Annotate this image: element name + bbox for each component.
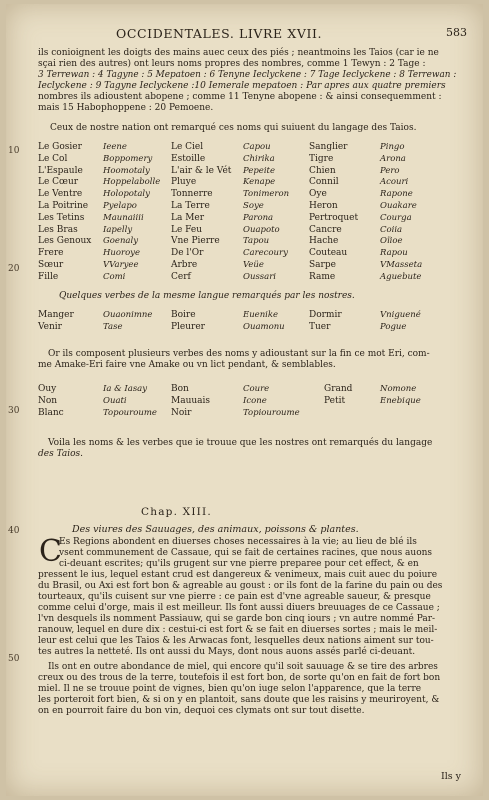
verbs-col2-french [171, 310, 205, 334]
vocab-word: La Poitrine [38, 200, 89, 211]
text-line: creux ou des trous de la terre, toutefois il est fort bon, de sorte qu'on en fait de fort bon [38, 673, 441, 683]
vocab-word: Topiouroume [243, 407, 300, 418]
vocab-word: Le Ciel [171, 142, 204, 152]
vocab-word: Heron [309, 200, 338, 211]
vocab-word: L'Espaule [38, 165, 83, 176]
vocab-word: Manger [38, 310, 74, 320]
vocab-col1-taio [103, 142, 160, 284]
vocab-word: Rapone [380, 189, 413, 200]
text-line: ils conioignent les doigts des mains auec ceux des piés ; neantmoins les Taios (car ie ne [38, 48, 439, 58]
book-page [6, 4, 483, 796]
vocab-word: Pyelapo [103, 200, 137, 211]
vocab-word: Pogue [380, 321, 407, 332]
vocab-word: Ouapoto [243, 224, 280, 235]
vocab-word: Hoppelabolle [103, 177, 161, 188]
vocab-word: Vniguené [380, 310, 421, 320]
vocab-word: Tonnerre [171, 189, 213, 200]
vocab-word: Coure [243, 384, 270, 394]
vocab-word: Kenape [243, 177, 276, 188]
verbs-col3-taio [380, 310, 421, 334]
margin-line-number: 30 [8, 406, 20, 416]
text-line: Voila les noms & les verbes que ie trouue que les nostres ont remarqués du langage [48, 438, 433, 448]
vocab-word: Maunaiiii [103, 212, 144, 223]
vocab-word: Ouy [38, 384, 57, 394]
text-line: on en pourroit faire du bon vin, dequoi ces clymats ont sur tout disette. [38, 706, 365, 716]
vocab-word: Boire [171, 310, 196, 320]
vocab-word: La Mer [171, 212, 205, 223]
text-line: du Brasil, ou Axi est fort bon & agreable au goust : or ils font de la farine du pain ou des [38, 581, 443, 591]
vocab-word: Coiia [380, 224, 403, 235]
vocab-word: Euenike [243, 310, 279, 320]
vocab-word: Cancre [309, 224, 342, 235]
vocab-word: Pero [380, 165, 400, 176]
vocab-word: Acouri [380, 177, 409, 188]
vocab-word: VMasseta [380, 259, 423, 270]
text-line: ci-deuant escrites; qu'ils grugent sur vne pierre preparee pour cet effect, & en [59, 559, 419, 569]
vocab-word: Couteau [309, 248, 348, 259]
names-intro: Ceux de nostre nation ont remarqué ces noms qui suiuent du langage des Taios. [50, 123, 417, 133]
vocab-word: Vne Pierre [171, 236, 220, 247]
text-line: miel. Il ne se trouue point de vignes, bien qu'on iuge selon l'apparence, que la terre [38, 684, 422, 694]
vocab-word: Soye [243, 200, 264, 211]
vocab-col3-taio [380, 142, 422, 284]
verbs-intro: Quelques verbes de la mesme langue remarqués par les nostres. [59, 291, 355, 301]
vocab-word: Iapelly [103, 224, 133, 235]
vocab-word: Ieene [103, 142, 127, 152]
verbs-col1-french [38, 310, 74, 334]
vocab-word: Connil [309, 177, 339, 188]
vocab-word: Parona [243, 212, 274, 223]
vocab-word: Sarpe [309, 259, 336, 270]
margin-line-number: 40 [8, 526, 20, 536]
vocab-word: Courga [380, 212, 412, 223]
text-line: ranouw, lequel en dure dix : cestui-ci est fort & se fait en diuerses sortes ; mais le meil- [38, 625, 438, 635]
vocab-word: Tonimeron [243, 189, 290, 200]
vocab-word: Non [38, 395, 58, 406]
text-line: 3 Terrewan : 4 Tagyne : 5 Mepatoen : 6 Tenyne Ieclyckene : 7 Tage Ieclyckene : 8 Terrewan : [38, 70, 457, 80]
adj-col1-taio [103, 384, 157, 419]
vocab-word: Les Tetins [38, 212, 85, 223]
adj-col1-french [38, 384, 64, 419]
catchword: Ils y [441, 771, 462, 782]
vocab-word: Huoroye [103, 248, 141, 259]
vocab-word: Holopotaly [103, 189, 150, 200]
vocab-word: Oïioe [380, 236, 403, 247]
vocab-word: Le Gosier [38, 142, 82, 152]
vocab-word: Rame [309, 271, 336, 282]
vocab-word: Grand [324, 384, 353, 394]
vocab-word: Arona [380, 153, 406, 164]
vocab-word: Tapou [243, 236, 270, 247]
running-header: OCCIDENTALES. LIVRE XVII. [116, 26, 323, 41]
text-line: des Taios. [38, 449, 84, 459]
text-line: me Amake-Eri faire vne Amake ou vn lict pendant, & semblables. [38, 360, 336, 370]
vocab-word: Bon [171, 384, 189, 394]
verbs-col1-taio [103, 310, 152, 334]
vocab-word: Oye [309, 189, 327, 200]
vocab-word: Noir [171, 407, 192, 418]
vocab-word: Topouroume [103, 407, 157, 418]
vocab-word: Oussari [243, 271, 277, 282]
vocab-word: VVaryee [103, 259, 139, 270]
vocab-word: Venir [38, 321, 62, 332]
vocab-word: Tase [103, 321, 123, 332]
vocab-word: Tigre [309, 153, 334, 164]
verbs-col2-taio [243, 310, 285, 334]
vocab-word: De l'Or [171, 248, 204, 259]
vocab-word: Boppomery [103, 153, 153, 164]
vocab-word: Carecoury [243, 248, 288, 259]
margin-line-number: 50 [8, 654, 20, 664]
vocab-word: Chien [309, 165, 336, 176]
vocab-col3-french [309, 142, 358, 284]
vocab-word: Les Genoux [38, 236, 92, 247]
vocab-word: Sanglier [309, 142, 348, 152]
vocab-word: L'air & le Vét [171, 165, 232, 176]
vocab-word: Ouaonimne [103, 310, 153, 320]
adj-col3-french [324, 384, 352, 408]
vocab-word: Le Feu [171, 224, 203, 235]
text-line: tourteaux, qu'ils cuisent sur vne pierre : ce pain est d'vne agreable saueur, & presque [38, 592, 431, 602]
text-line: sçai rien des autres) ont leurs noms propres des nombres, comme 1 Tewyn : 2 Tage : [38, 59, 426, 69]
text-line: Ieclyckene : 9 Tagyne Ieclyckene :10 Iemerale mepatoen : Par apres aux quatre premiers [38, 81, 446, 91]
text-line: nombres ils adioustent abopene ; comme 11 Tenyne abopene : & ainsi consequemment : [38, 92, 442, 102]
vocab-word: Icone [243, 395, 267, 406]
chapter-subtitle: Des viures des Sauuages, des animaux, poissons & plantes. [72, 524, 359, 535]
text-line: tes autres la netteté. Ils ont aussi du Mays, dont nous auons assés parlé ci-deuant. [38, 647, 416, 657]
vocab-word: Veüe [243, 259, 264, 270]
chapter-heading: Chap. XIII. [141, 506, 212, 518]
vocab-word: Petit [324, 395, 346, 406]
verbs-col3-french [309, 310, 342, 334]
vocab-word: Mauuais [171, 395, 211, 406]
vocab-word: Rapou [380, 248, 408, 259]
vocab-word: Estoille [171, 153, 206, 164]
vocab-word: Goenaly [103, 236, 139, 247]
vocab-word: Tuer [309, 321, 331, 332]
page-number: 583 [446, 26, 467, 39]
vocab-word: Ouakare [380, 200, 417, 211]
vocab-word: Aguebute [380, 271, 422, 282]
vocab-word: Pertroquet [309, 212, 359, 223]
vocab-word: Cerf [171, 271, 191, 282]
text-line: l'vn desquels ils nomment Passiauw, qui se garde bon cinq iours ; vn autre nommé Par- [38, 614, 436, 624]
vocab-word: Ouamonu [243, 321, 285, 332]
vocab-word: Enebique [380, 395, 421, 406]
vocab-word: La Terre [171, 200, 210, 211]
text-line: Ils ont en outre abondance de miel, qui encore qu'il soit sauuage & se tire des arbres [48, 662, 438, 672]
text-line: leur est celui que les Taios & les Arwacas font, lesquelles deux nations aiment sur tou- [38, 636, 434, 646]
vocab-word: Le Ventre [38, 189, 83, 200]
vocab-word: Hache [309, 236, 339, 247]
vocab-word: Arbre [171, 259, 198, 270]
vocab-word: Hoomotaly [103, 165, 150, 176]
vocab-word: Nomone [380, 384, 417, 394]
vocab-word: Le Col [38, 153, 68, 164]
vocab-col1-french [38, 142, 91, 284]
vocab-word: Blanc [38, 407, 64, 418]
text-line: Or ils composent plusieurs verbes des noms y adioustant sur la fin ce mot Eri, com- [48, 349, 430, 359]
vocab-word: Frere [38, 248, 64, 259]
vocab-word: Ouati [103, 395, 127, 406]
vocab-word: Sœur [38, 259, 64, 270]
text-line: comme celui d'orge, mais il est meilleur. Ils font aussi diuers breuuages de ce Cassaue ; [38, 603, 440, 613]
vocab-word: Ia & Iasay [103, 384, 148, 394]
vocab-word: Pingo [380, 142, 405, 152]
vocab-word: Les Bras [38, 224, 78, 235]
margin-line-number: 10 [8, 146, 20, 156]
text-line: les porteroit fort bien, & si on y en plantoit, sans doute que les raisins y meuriroyent, & [38, 695, 440, 705]
text-line: pressent le ius, lequel estant crud est dangereux & venimeux, mais cuit auec du poiure [38, 570, 438, 580]
vocab-word: Pluye [171, 177, 197, 188]
vocab-word: Fille [38, 271, 59, 282]
text-line: vsent communement de Cassaue, qui se fait de certaines racines, que nous auons [59, 548, 433, 558]
vocab-word: Pleurer [171, 321, 205, 332]
vocab-word: Pepeite [243, 165, 276, 176]
vocab-word: Chirika [243, 153, 275, 164]
vocab-word: Le Cœur [38, 177, 79, 188]
text-line: mais 15 Habophoppene : 20 Pemoene. [38, 103, 214, 113]
vocab-word: Comi [103, 271, 126, 282]
text-line: Es Regions abondent en diuerses choses necessaires à la vie; au lieu de blé ils [59, 537, 417, 547]
vocab-col2-taio [243, 142, 289, 284]
vocab-word: Dormir [309, 310, 342, 320]
drop-cap: C [39, 534, 62, 569]
vocab-col2-french [171, 142, 231, 284]
adj-col2-french [171, 384, 210, 419]
adj-col3-taio [380, 384, 421, 408]
margin-line-number: 20 [8, 264, 20, 274]
adj-col2-taio [243, 384, 300, 419]
vocab-word: Capou [243, 142, 271, 152]
